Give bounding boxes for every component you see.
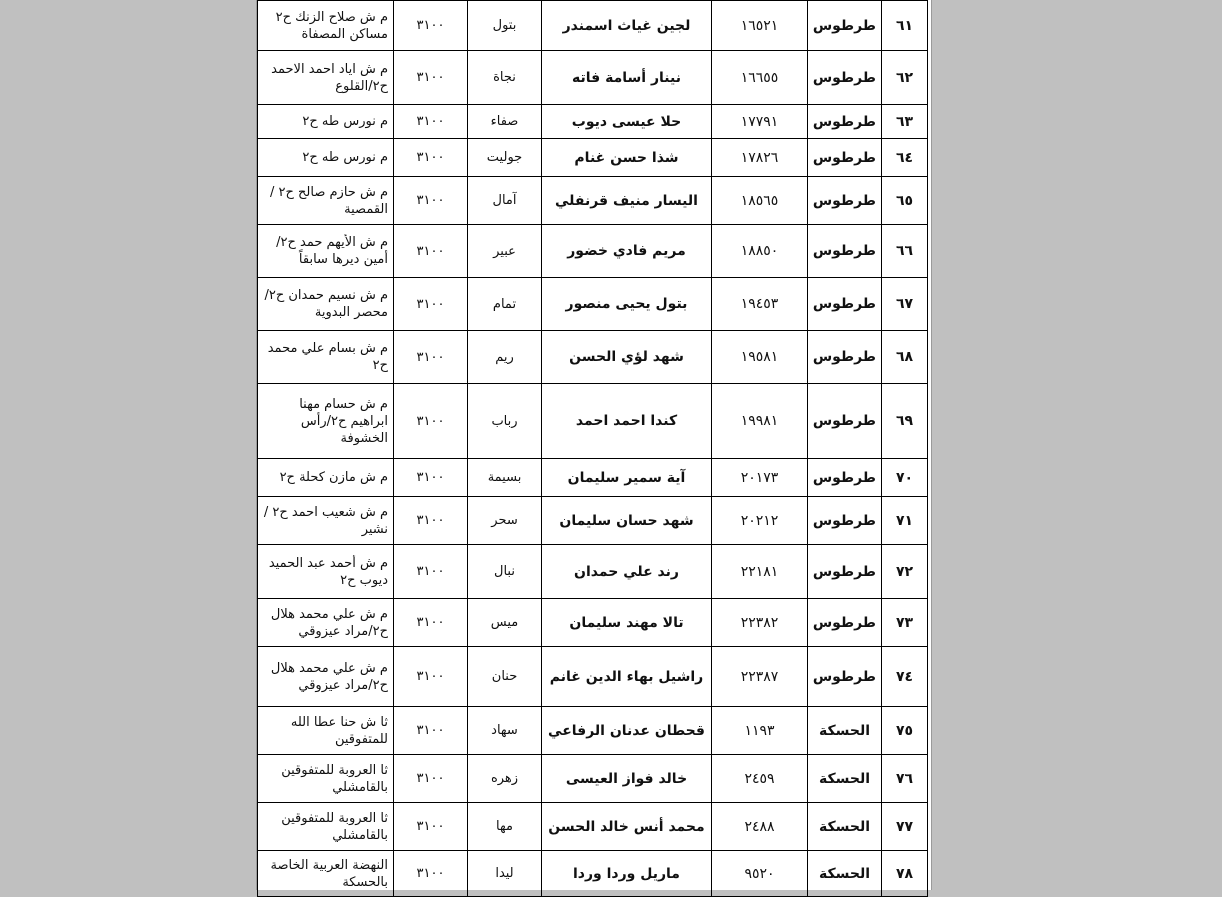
exam-id: ١٩٤٥٣ (712, 278, 808, 331)
governorate: طرطوس (808, 647, 882, 707)
mother-name: صفاء (468, 105, 542, 139)
mother-name: مها (468, 803, 542, 851)
student-name: لجين غياث اسمندر (542, 1, 712, 51)
table-row (258, 599, 928, 647)
governorate: الحسكة (808, 803, 882, 851)
exam-id: ١٨٥٦٥ (712, 177, 808, 225)
school-name: م ش نسيم حمدان ح٢/ محصر البدوية (258, 278, 394, 331)
mother-name: ريم (468, 331, 542, 384)
mother-name: عبير (468, 225, 542, 278)
student-name: قحطان عدنان الرفاعي (542, 707, 712, 755)
school-name: م ش بسام علي محمد ح٢ (258, 331, 394, 384)
total-grade: ٣١٠٠ (394, 599, 468, 647)
governorate: طرطوس (808, 51, 882, 105)
governorate: طرطوس (808, 384, 882, 459)
total-grade: ٣١٠٠ (394, 755, 468, 803)
exam-id: ٢٠١٧٣ (712, 459, 808, 497)
row-number: ٧٣ (882, 599, 928, 647)
total-grade: ٣١٠٠ (394, 225, 468, 278)
student-name: خالد فواز العيسى (542, 755, 712, 803)
table-row (258, 139, 928, 177)
row-number: ٧٥ (882, 707, 928, 755)
student-name: شذا حسن غنام (542, 139, 712, 177)
school-name: النهضة العربية الخاصة بالحسكة (258, 851, 394, 897)
table-row (258, 459, 928, 497)
mother-name: نجاة (468, 51, 542, 105)
exam-id: ١٩٥٨١ (712, 331, 808, 384)
table-row (258, 1, 928, 51)
total-grade: ٣١٠٠ (394, 545, 468, 599)
row-number: ٦٩ (882, 384, 928, 459)
row-number: ٧٦ (882, 755, 928, 803)
total-grade: ٣١٠٠ (394, 1, 468, 51)
governorate: طرطوس (808, 139, 882, 177)
student-name: حلا عيسى ديوب (542, 105, 712, 139)
student-name: اليسار منيف قرنفلي (542, 177, 712, 225)
school-name: م ش مازن كحلة ح٢ (258, 459, 394, 497)
row-number: ٦٥ (882, 177, 928, 225)
student-name: شهد لؤي الحسن (542, 331, 712, 384)
school-name: ثا العروبة للمتفوقين بالقامشلي (258, 803, 394, 851)
governorate: طرطوس (808, 599, 882, 647)
mother-name: حنان (468, 647, 542, 707)
row-number: ٧١ (882, 497, 928, 545)
mother-name: سهاد (468, 707, 542, 755)
school-name: ثا العروبة للمتفوقين بالقامشلي (258, 755, 394, 803)
row-number: ٧٠ (882, 459, 928, 497)
table-row (258, 177, 928, 225)
mother-name: سحر (468, 497, 542, 545)
student-name: تالا مهند سليمان (542, 599, 712, 647)
row-number: ٧٧ (882, 803, 928, 851)
row-number: ٦٧ (882, 278, 928, 331)
row-number: ٦٣ (882, 105, 928, 139)
exam-id: ١٧٧٩١ (712, 105, 808, 139)
results-table (257, 0, 928, 897)
school-name: م ش اياد احمد الاحمد ح٢/القلوع (258, 51, 394, 105)
school-name: م ش حسام مهنا ابراهيم ح٢/رأس الخشوفة (258, 384, 394, 459)
row-number: ٦٦ (882, 225, 928, 278)
student-name: ماريل وردا وردا (542, 851, 712, 897)
student-name: بتول يحيى منصور (542, 278, 712, 331)
exam-id: ١٩٩٨١ (712, 384, 808, 459)
total-grade: ٣١٠٠ (394, 384, 468, 459)
exam-id: ١٨٨٥٠ (712, 225, 808, 278)
exam-id: ٢٤٥٩ (712, 755, 808, 803)
mother-name: بتول (468, 1, 542, 51)
total-grade: ٣١٠٠ (394, 331, 468, 384)
school-name: م ش أحمد عبد الحميد ديوب ح٢ (258, 545, 394, 599)
total-grade: ٣١٠٠ (394, 278, 468, 331)
table-row (258, 278, 928, 331)
table-row (258, 707, 928, 755)
governorate: طرطوس (808, 225, 882, 278)
table-row (258, 755, 928, 803)
table-row (258, 497, 928, 545)
total-grade: ٣١٠٠ (394, 139, 468, 177)
results-table-body (258, 1, 928, 897)
mother-name: نبال (468, 545, 542, 599)
governorate: طرطوس (808, 331, 882, 384)
exam-id: ١٦٦٥٥ (712, 51, 808, 105)
exam-id: ١٧٨٢٦ (712, 139, 808, 177)
mother-name: ميس (468, 599, 542, 647)
table-row (258, 647, 928, 707)
governorate: الحسكة (808, 851, 882, 897)
exam-id: ٢٢٣٨٧ (712, 647, 808, 707)
school-name: م ش حازم صالح ح٢ /القمصية (258, 177, 394, 225)
table-row (258, 51, 928, 105)
school-name: م نورس طه ح٢ (258, 105, 394, 139)
mother-name: آمال (468, 177, 542, 225)
row-number: ٧٢ (882, 545, 928, 599)
governorate: الحسكة (808, 755, 882, 803)
school-name: م ش صلاح الزنك ح٢ مساكن المصفاة (258, 1, 394, 51)
total-grade: ٣١٠٠ (394, 177, 468, 225)
student-name: شهد حسان سليمان (542, 497, 712, 545)
row-number: ٦٨ (882, 331, 928, 384)
governorate: طرطوس (808, 497, 882, 545)
table-row (258, 384, 928, 459)
mother-name: رباب (468, 384, 542, 459)
row-number: ٧٤ (882, 647, 928, 707)
table-row (258, 545, 928, 599)
table-row (258, 803, 928, 851)
total-grade: ٣١٠٠ (394, 707, 468, 755)
total-grade: ٣١٠٠ (394, 105, 468, 139)
row-number: ٦١ (882, 1, 928, 51)
exam-id: ١٦٥٢١ (712, 1, 808, 51)
governorate: طرطوس (808, 278, 882, 331)
student-name: مريم فادي خضور (542, 225, 712, 278)
document-page (256, 0, 932, 890)
mother-name: ليدا (468, 851, 542, 897)
exam-id: ٢٢١٨١ (712, 545, 808, 599)
student-name: رند علي حمدان (542, 545, 712, 599)
total-grade: ٣١٠٠ (394, 497, 468, 545)
school-name: م ش علي محمد هلال ح٢/مراد عيزوقي (258, 647, 394, 707)
total-grade: ٣١٠٠ (394, 459, 468, 497)
mother-name: بسيمة (468, 459, 542, 497)
governorate: طرطوس (808, 1, 882, 51)
table-row (258, 225, 928, 278)
total-grade: ٣١٠٠ (394, 647, 468, 707)
total-grade: ٣١٠٠ (394, 851, 468, 897)
exam-id: ٩٥٢٠ (712, 851, 808, 897)
row-number: ٦٤ (882, 139, 928, 177)
exam-id: ١١٩٣ (712, 707, 808, 755)
governorate: الحسكة (808, 707, 882, 755)
row-number: ٧٨ (882, 851, 928, 897)
table-row (258, 331, 928, 384)
mother-name: جوليت (468, 139, 542, 177)
table-row (258, 105, 928, 139)
school-name: م نورس طه ح٢ (258, 139, 394, 177)
row-number: ٦٢ (882, 51, 928, 105)
total-grade: ٣١٠٠ (394, 803, 468, 851)
school-name: ثا ش حنا عطا الله للمتفوقين (258, 707, 394, 755)
student-name: نينار أسامة فاته (542, 51, 712, 105)
school-name: م ش الأيهم حمد ح٢/أمين ديرها سابقاً (258, 225, 394, 278)
mother-name: تمام (468, 278, 542, 331)
governorate: طرطوس (808, 545, 882, 599)
student-name: كندا احمد احمد (542, 384, 712, 459)
governorate: طرطوس (808, 177, 882, 225)
school-name: م ش شعيب احمد ح٢ /نشير (258, 497, 394, 545)
governorate: طرطوس (808, 459, 882, 497)
school-name: م ش علي محمد هلال ح٢/مراد عيزوقي (258, 599, 394, 647)
exam-id: ٢٠٢١٢ (712, 497, 808, 545)
student-name: آية سمير سليمان (542, 459, 712, 497)
mother-name: زهره (468, 755, 542, 803)
exam-id: ٢٢٣٨٢ (712, 599, 808, 647)
student-name: راشيل بهاء الدين غانم (542, 647, 712, 707)
exam-id: ٢٤٨٨ (712, 803, 808, 851)
governorate: طرطوس (808, 105, 882, 139)
student-name: محمد أنس خالد الحسن (542, 803, 712, 851)
total-grade: ٣١٠٠ (394, 51, 468, 105)
